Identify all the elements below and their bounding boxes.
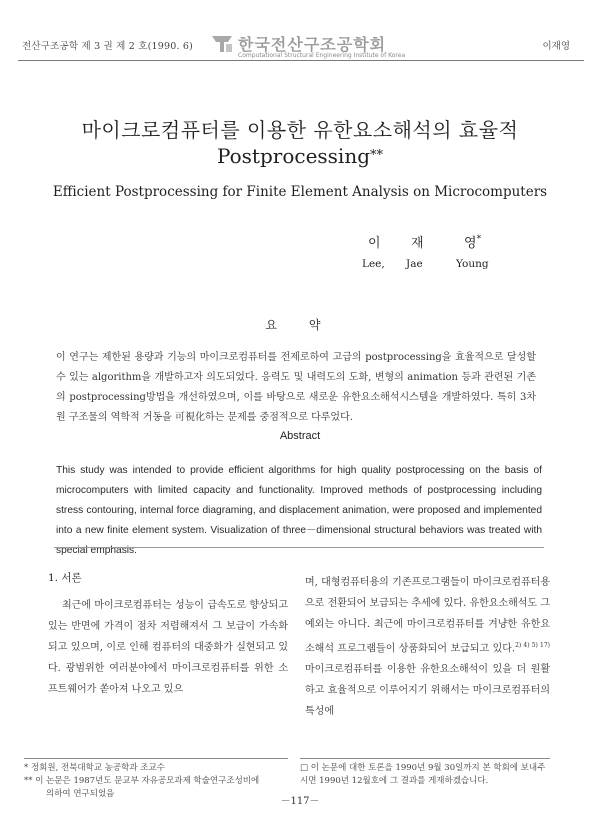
body-right-text: 며, 대형컴퓨터용의 기존프로그램들이 마이크로컴퓨터용으로 전환되어 보급되는 추세에 있다. 유한요소해석도 그 예외는 아니다. 최근에 마이크로컴퓨터를 겨냥한 유한요소해석 프로그램들이 상품화되어 보급되고 있다. [305,577,550,655]
author-english-2: Jae [406,258,423,270]
citation-refs: 2) 4) 5) 17) [515,642,551,649]
abstract-korean-text: 이 연구는 제한된 용량과 기능의 마이크로컴퓨터를 전제로하여 고급의 postprocessing을 효율적으로 달성할 수 있는 algorithm을 개발하고자 의도되었다. 응력도 및 내력도의 도화, 변형의 animation 등과 관련된 기존의 postprocessing방법을 개선하였으며, 이를 바탕으로 새로운 유한요소해석시스템을 개발하였다. 특히 3차원 구조물의 역학적 거동을 可視化하는 문제를 중점적으로 다루었다. [56,352,536,423]
society-english-name: Computational Structural Engineering Institute of Korea [238,52,406,59]
body-right-text-cont: 마이크로컴퓨터를 이용한 유한요소해석이 있을 더 원활하고 효율적으로 이루어지기 위해서는 마이크로컴퓨터의 특성에 [305,664,550,718]
footnote-discussion-notice: □ 이 논문에 대한 토론을 1990년 9월 30일까지 본 학회에 보내주시면 1990년 12월호에 그 결과를 게재하겠습니다. [300,763,546,786]
footnote-divider-right [300,758,550,759]
society-logo-icon [210,34,234,54]
author-english-3: Young [456,258,489,270]
journal-info: 전산구조공학 제 3 권 제 2 호(1990. 6) [22,41,194,52]
header-divider [18,60,584,61]
title-english: Efficient Postprocessing for Finite Element Analysis on Microcomputers [52,184,548,200]
section-heading-introduction: 1. 서론 [48,572,82,584]
footnote-funding: ** 이 논문은 1987년도 문교부 자유공모과제 학술연구조성비에 [24,776,260,786]
author-english-1: Lee, [362,258,385,270]
abstract-english-heading: Abstract [279,430,321,442]
running-author: 이재영 [542,41,570,52]
society-name: 한국전산구조공학회 [238,35,387,54]
abstract-korean-heading: 요 약 [265,318,335,332]
body-right-column [305,572,550,722]
author-korean-2: 재 [411,236,424,251]
author-korean-1: 이 [368,236,381,251]
footnote-author-affiliation: * 정회원, 전북대학교 농공학과 조교수 [24,763,165,773]
page-number: －117－ [280,796,320,807]
footnote-funding-cont: 의하여 연구되었음 [46,789,115,799]
title-korean: 마이크로컴퓨터를 이용한 유한요소해석의 효율적 [81,118,519,142]
abstract-divider [54,547,544,548]
title-footnote-mark: ** [370,148,384,163]
abstract-english-text: This study was intended to provide efficient algorithms for high quality postprocessing on the basis of microcomputers with limited capacity and functionality. Improved methods of postprocessing including stress contouring, internal force diagraming, and displacement animation, were proposed and implemented into a new finite element system. Visualization of three－dimensional structural behaviors was treated with special emphasis. [56,465,542,556]
footnote-divider-left [24,758,288,759]
body-left-column: 최근에 마이크로컴퓨터는 성능이 급속도로 향상되고 있는 반면에 가격이 점차 저렴해져서 그 보급이 가속화되고 있으며, 이로 인해 컴퓨터의 대중화가 실현되고 있다. 광범위한 여러분야에서 마이크로컴퓨터를 위한 소프트웨어가 쏟아져 나오고 있으 [48,600,288,695]
author-korean-3: 영* [464,234,482,251]
title-korean-line2 [0,144,600,168]
title-postprocessing: Postprocessing [216,144,371,168]
